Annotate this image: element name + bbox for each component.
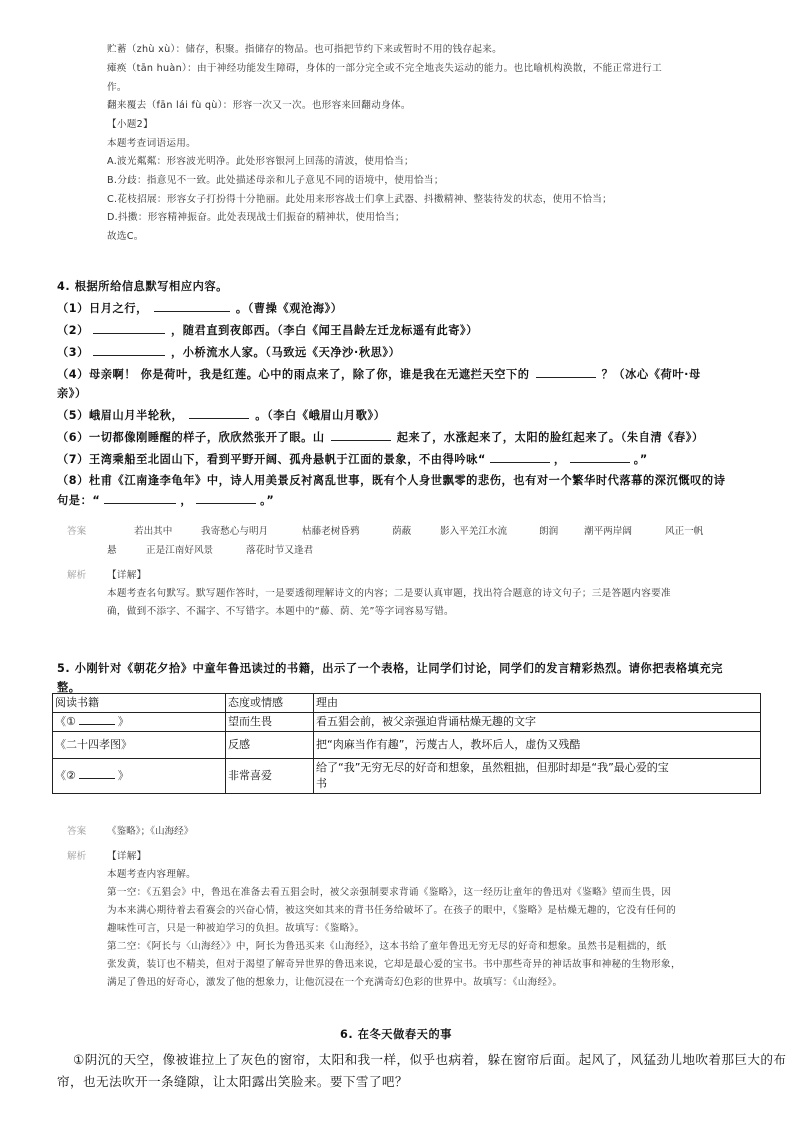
table-row [53,732,761,759]
answer-blank[interactable] [154,301,230,312]
answer-item: 悬 [107,545,117,556]
passage-line: ①阴沉的天空，像被谁拉上了灰色的窗帘，太阳和我一样，似乎也病着，躲在窗帘后面。起风了，风猛劲儿地吹着那巨大的布 [73,1052,787,1067]
passage-title: 6. 在冬天做春天的事 [340,1028,453,1041]
item-pre: （7）王湾乘船至北固山下，看到平野开阔、孤舟悬帆于江面的景象，不由得吟咏“ [57,453,486,466]
table-cell: 把“肉麻当作有趣”，污蔑古人，教坏后人，虚伪又残酷 [314,732,761,759]
q4-item-6 [57,429,704,445]
item-post: ，小桥流水人家。（马致远《天净沙·秋思》） [170,346,401,359]
text-line: 故选C。 [107,231,144,242]
analysis-label: 解析 [67,570,87,581]
analysis-line: 本题考查名句默写。默写题作答时，一是要透彻理解诗文的内容；二是要认真审题，找出符合题意的诗文句子；三是答题内容要准 [107,588,671,599]
analysis-line: 为本来满心期待着去看赛会的兴奋心情，被这突如其来的背书任务给破坏了。在孩子的眼中，《鉴略》是枯燥无趣的，它没有任何的 [107,905,677,916]
analysis-line: 【详解】 [107,851,147,862]
q4-item-4 [57,366,701,382]
q4-item-3 [57,344,400,360]
item-mid: ， [553,453,566,466]
table-row [53,759,761,794]
answer-label: 答案 [67,826,87,837]
item-post: 。（李白《峨眉山月歌》） [255,409,386,422]
q4-item-8: （8）杜甫《江南逢李龟年》中，诗人用美景反衬离乱世事，既有个人身世飘零的悲伤，也有对一个繁华时代落幕的深沉慨叹的诗 [57,474,726,487]
answer-item: 我寄愁心与明月 [201,526,269,537]
text-line: 【小题2】 [107,119,153,130]
q4-item-1 [57,300,343,316]
item-post: ，随君直到夜郎西。（李白《闻王昌龄左迁龙标遥有此寄》） [170,324,479,337]
text-line: D.抖擞：形容精神振奋。此处表现战士们振奋的精神状，使用恰当； [107,212,405,223]
analysis-line: 第一空：《五猖会》中，鲁迅在准备去看五猖会时，被父亲强制要求背诵《鉴略》，这一经历让童年的鲁迅对《鉴略》望而生畏，因 [107,887,672,898]
answer-item: 朗润 [539,526,559,537]
analysis-label: 解析 [67,851,87,862]
answer-label: 答案 [67,526,87,537]
item-post: 起来了，水涨起来了，太阳的脸红起来了。（朱自清《春》） [396,431,704,444]
answer-blank[interactable] [570,452,630,463]
item-pre: （5）峨眉山月半轮秋， [57,409,184,422]
question-title-cont: 整。 [57,681,81,694]
analysis-line: 满足了鲁迅的好奇心，激发了他的想象力，让他沉浸在一个充满奇幻色彩的世界中。故填写：《山海经》。 [107,977,563,988]
answer-item: 正是江南好风景 [146,545,214,556]
question-title: 4. 根据所给信息默写相应内容。 [57,280,228,293]
answer-item: 落花时节又逢君 [246,545,314,556]
text-line: C.花枝招展：形容女子打扮得十分艳丽。此处用来形容战士们拿上武器、抖擞精神、整装待发的状态，使用不恰当； [107,194,613,205]
item-pre: （1）日月之行， [57,302,148,315]
item-pre: 句是：“ [57,494,101,507]
table-header-cell: 理由 [314,694,761,713]
q4-item-8-cont [57,492,274,508]
item-pre: （3） [57,346,89,359]
table-header-row [53,694,761,713]
answer-item: 若出其中 [134,526,173,537]
q4-item-7 [57,451,648,467]
text-line: B.分歧：指意见不一致。此处描述母亲和儿子意见不同的语境中，使用恰当； [107,175,444,186]
q4-item-4-cont: 亲》） [57,387,87,400]
table-header-cell: 态度或情感 [226,694,314,713]
analysis-line: 第二空：《阿长与〈山海经〉》中，阿长为鲁迅买来《山海经》，这本书给了童年鲁迅无穷无尽的好奇和想象。虽然书是粗拙的，纸 [107,941,667,952]
text-line: 作。 [107,82,127,93]
item-mid: ， [180,494,193,507]
text-line: 瘫痪（tān huàn）：由于神经功能发生障碍，身体的一部分完全或不完全地丧失运动的能力。也比喻机构涣散，不能正常进行工 [107,63,662,74]
table-cell: 给了“我”无穷无尽的好奇和想象，虽然粗拙，但那时却是“我”最心爱的宝 书 [314,759,761,794]
answer-item: 荫蔽 [392,526,412,537]
text-line: A.波光粼粼：形容波光明净。此处形容银河上回荡的清波，使用恰当； [107,156,414,167]
analysis-line: 本题考查内容理解。 [107,869,197,880]
table-cell: 《① 》 [53,713,226,732]
answer-item: 风正一帆 [665,526,704,537]
item-post: 。” [633,453,648,466]
answer-text: 《鉴略》；《山海经》 [107,826,194,837]
table-row [53,713,761,732]
answer-blank[interactable] [196,493,256,504]
table-cell: 反感 [226,732,314,759]
item-post: 。（曹操《观沧海》） [235,302,343,315]
item-post: ？（冰心《荷叶·母 [601,368,701,381]
item-pre: （2） [57,324,89,337]
q4-item-2 [57,322,478,338]
text-line: 本题考查词语运用。 [107,138,197,149]
answer-item: 潮平两岸阔 [584,526,632,537]
question-title: 5. 小刚针对《朝花夕拾》中童年鲁迅读过的书籍，出示了一个表格，让同学们讨论，同学们的发言精彩热烈。请你把表格填充完 [57,662,724,675]
answer-blank[interactable] [331,430,391,441]
q4-item-5 [57,407,386,423]
answer-blank[interactable] [79,768,115,779]
item-post: 。” [260,494,275,507]
table-cell: 《二十四孝图》 [53,732,226,759]
table-cell: 看五猖会前，被父亲强迫背诵枯燥无趣的文字 [314,713,761,732]
item-pre: （6）一切都像刚睡醒的样子，欣欣然张开了眼。山 [57,431,325,444]
text-line: 贮蓄（zhù xù）：储存，积聚。指储存的物品。也可指把节约下来或暂时不用的钱存起来。 [107,44,503,55]
analysis-line: 【详解】 [107,570,147,581]
answer-blank[interactable] [536,367,596,378]
table-cell: 望而生畏 [226,713,314,732]
analysis-line: 确，做到不添字、不漏字、不写错字。本题中的“藤、荫、羌”等字词容易写错。 [107,606,454,617]
answer-blank[interactable] [93,345,165,356]
answer-item: 影入平羌江水流 [440,526,508,537]
table-cell: 《② 》 [53,759,226,794]
item-pre: （4）母亲啊！ 你是荷叶，我是红莲。心中的雨点来了，除了你，谁是我在无遮拦天空下的 [57,368,530,381]
reading-table [52,693,761,794]
analysis-line: 趣味性可言，只是一种被迫学习的负担。故填写：《鉴略》。 [107,923,365,934]
answer-item: 枯藤老树昏鸦 [302,526,360,537]
passage-line: 帘，也无法吹开一条缝隙，让太阳露出笑脸来。要下雪了吧？ [57,1074,408,1089]
answer-blank[interactable] [93,323,165,334]
analysis-line: 张发黄，装订也不精美，但对于渴望了解奇异世界的鲁迅来说，它却是最心爱的宝书。书中那些奇异的神话故事和神秘的生物形象， [107,959,681,970]
answer-blank[interactable] [79,714,115,725]
text-line: 翻来覆去（fān lái fù qù）：形容一次又一次。也形容来回翻动身体。 [107,100,411,111]
answer-blank[interactable] [104,493,176,504]
answer-blank[interactable] [490,452,550,463]
answer-blank[interactable] [189,408,249,419]
table-header-cell: 阅读书籍 [53,694,226,713]
table-cell: 非常喜爱 [226,759,314,794]
